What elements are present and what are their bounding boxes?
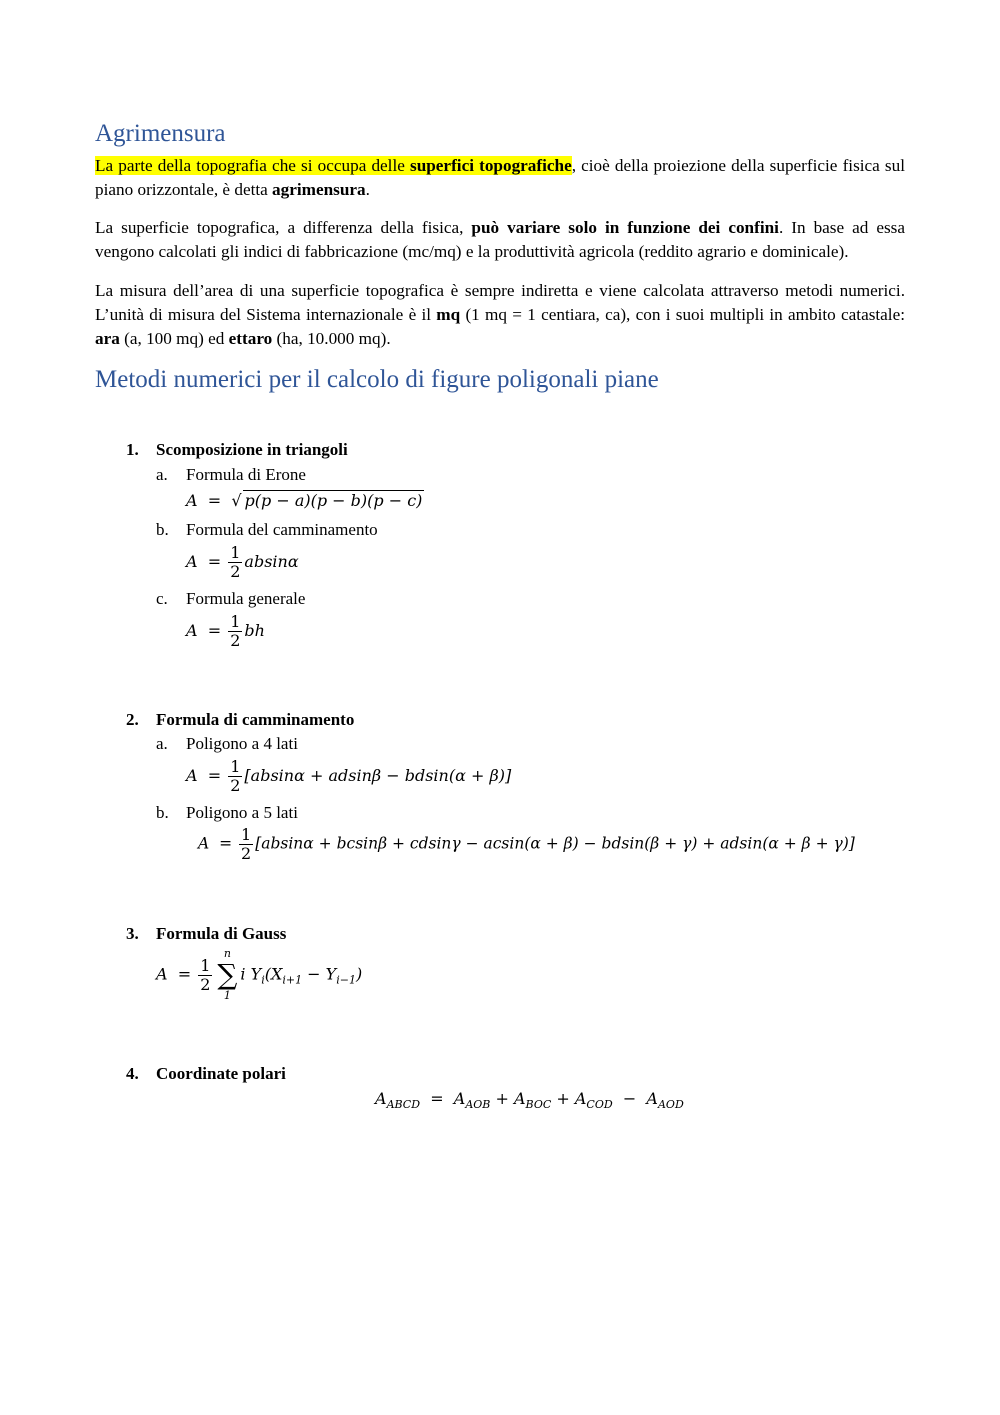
- formula-camminamento-triangolo: A = $\frac{1}{2}$ absinα: [186, 543, 299, 581]
- sub-letter: b.: [156, 520, 169, 539]
- list-number: 3.: [126, 924, 139, 943]
- formula-generale: A = $\frac{1}{2}$ bh: [186, 612, 265, 650]
- formula-poligono-4-lati: A = $\frac{1}{2}$ [absinα + adsinβ − bdsin(α + β)]: [186, 757, 512, 795]
- sub-letter: b.: [156, 803, 169, 822]
- paragraph-superficie: La superficie topografica, a differenza della fisica, può variare solo in funzione dei confini. In base ad essa vengono calcolati gli indici di fabbricazione (mc/mq) e la produttività agricola (reddito agrario e dominicale).: [95, 218, 905, 261]
- sub-letter: a.: [156, 465, 168, 484]
- formula-erone: A = √ p(p − a)(p − b)(p − c): [186, 491, 423, 510]
- sub-label: Poligono a 5 lati: [186, 803, 298, 822]
- sub-label: Formula generale: [186, 589, 306, 608]
- sub-letter: c.: [156, 589, 168, 608]
- list-number: 1.: [126, 440, 139, 459]
- sub-label: Poligono a 4 lati: [186, 734, 298, 753]
- sub-label: Formula di Erone: [186, 465, 306, 484]
- sub-label: Formula del camminamento: [186, 520, 378, 539]
- list-item-title: Formula di Gauss: [156, 924, 287, 943]
- formula-coordinate-polari: $A_{ABCD} = A_{AOB} + A_{BOC} + A_{COD} - A_{AOD}$: [375, 1089, 684, 1112]
- sub-letter: a.: [156, 734, 168, 753]
- formula-gauss: A = $\frac{1}{2}$ n ∑ 1 i $Y_i(X_{i+1} - Y_{i-1})$: [156, 947, 363, 1002]
- formula-poligono-5-lati: A = $\frac{1}{2}$ [absinα + bcsinβ + cdsinγ − acsin(α + β) − bdsin(β + γ) + adsin(α + β + γ)]: [198, 825, 855, 863]
- list-item-title: Coordinate polari: [156, 1064, 286, 1083]
- list-item-title: Formula di camminamento: [156, 710, 355, 729]
- highlighted-text: La parte della topografia che si occupa delle superfici topografiche: [95, 156, 572, 175]
- section-title-metodi: Metodi numerici per il calcolo di figure poligonali piane: [95, 366, 659, 393]
- paragraph-definition: La parte della topografia che si occupa delle superfici topografiche, cioè della proiezione della superficie fisica sul piano orizzontale, è detta agrimensura.: [95, 156, 905, 199]
- section-title-agrimensura: Agrimensura: [95, 120, 226, 147]
- list-number: 4.: [126, 1064, 139, 1083]
- paragraph-misura: La misura dell’area di una superficie topografica è sempre indiretta e viene calcolata attraverso metodi numerici. L’unità di misura del Sistema internazionale è il mq (1 mq = 1 centiara, ca), con i suoi multipli in ambito catastale: ara (a, 100 mq) ed ettaro (ha, 10.000 mq).: [95, 281, 905, 348]
- list-item-title: Scomposizione in triangoli: [156, 440, 348, 459]
- list-number: 2.: [126, 710, 139, 729]
